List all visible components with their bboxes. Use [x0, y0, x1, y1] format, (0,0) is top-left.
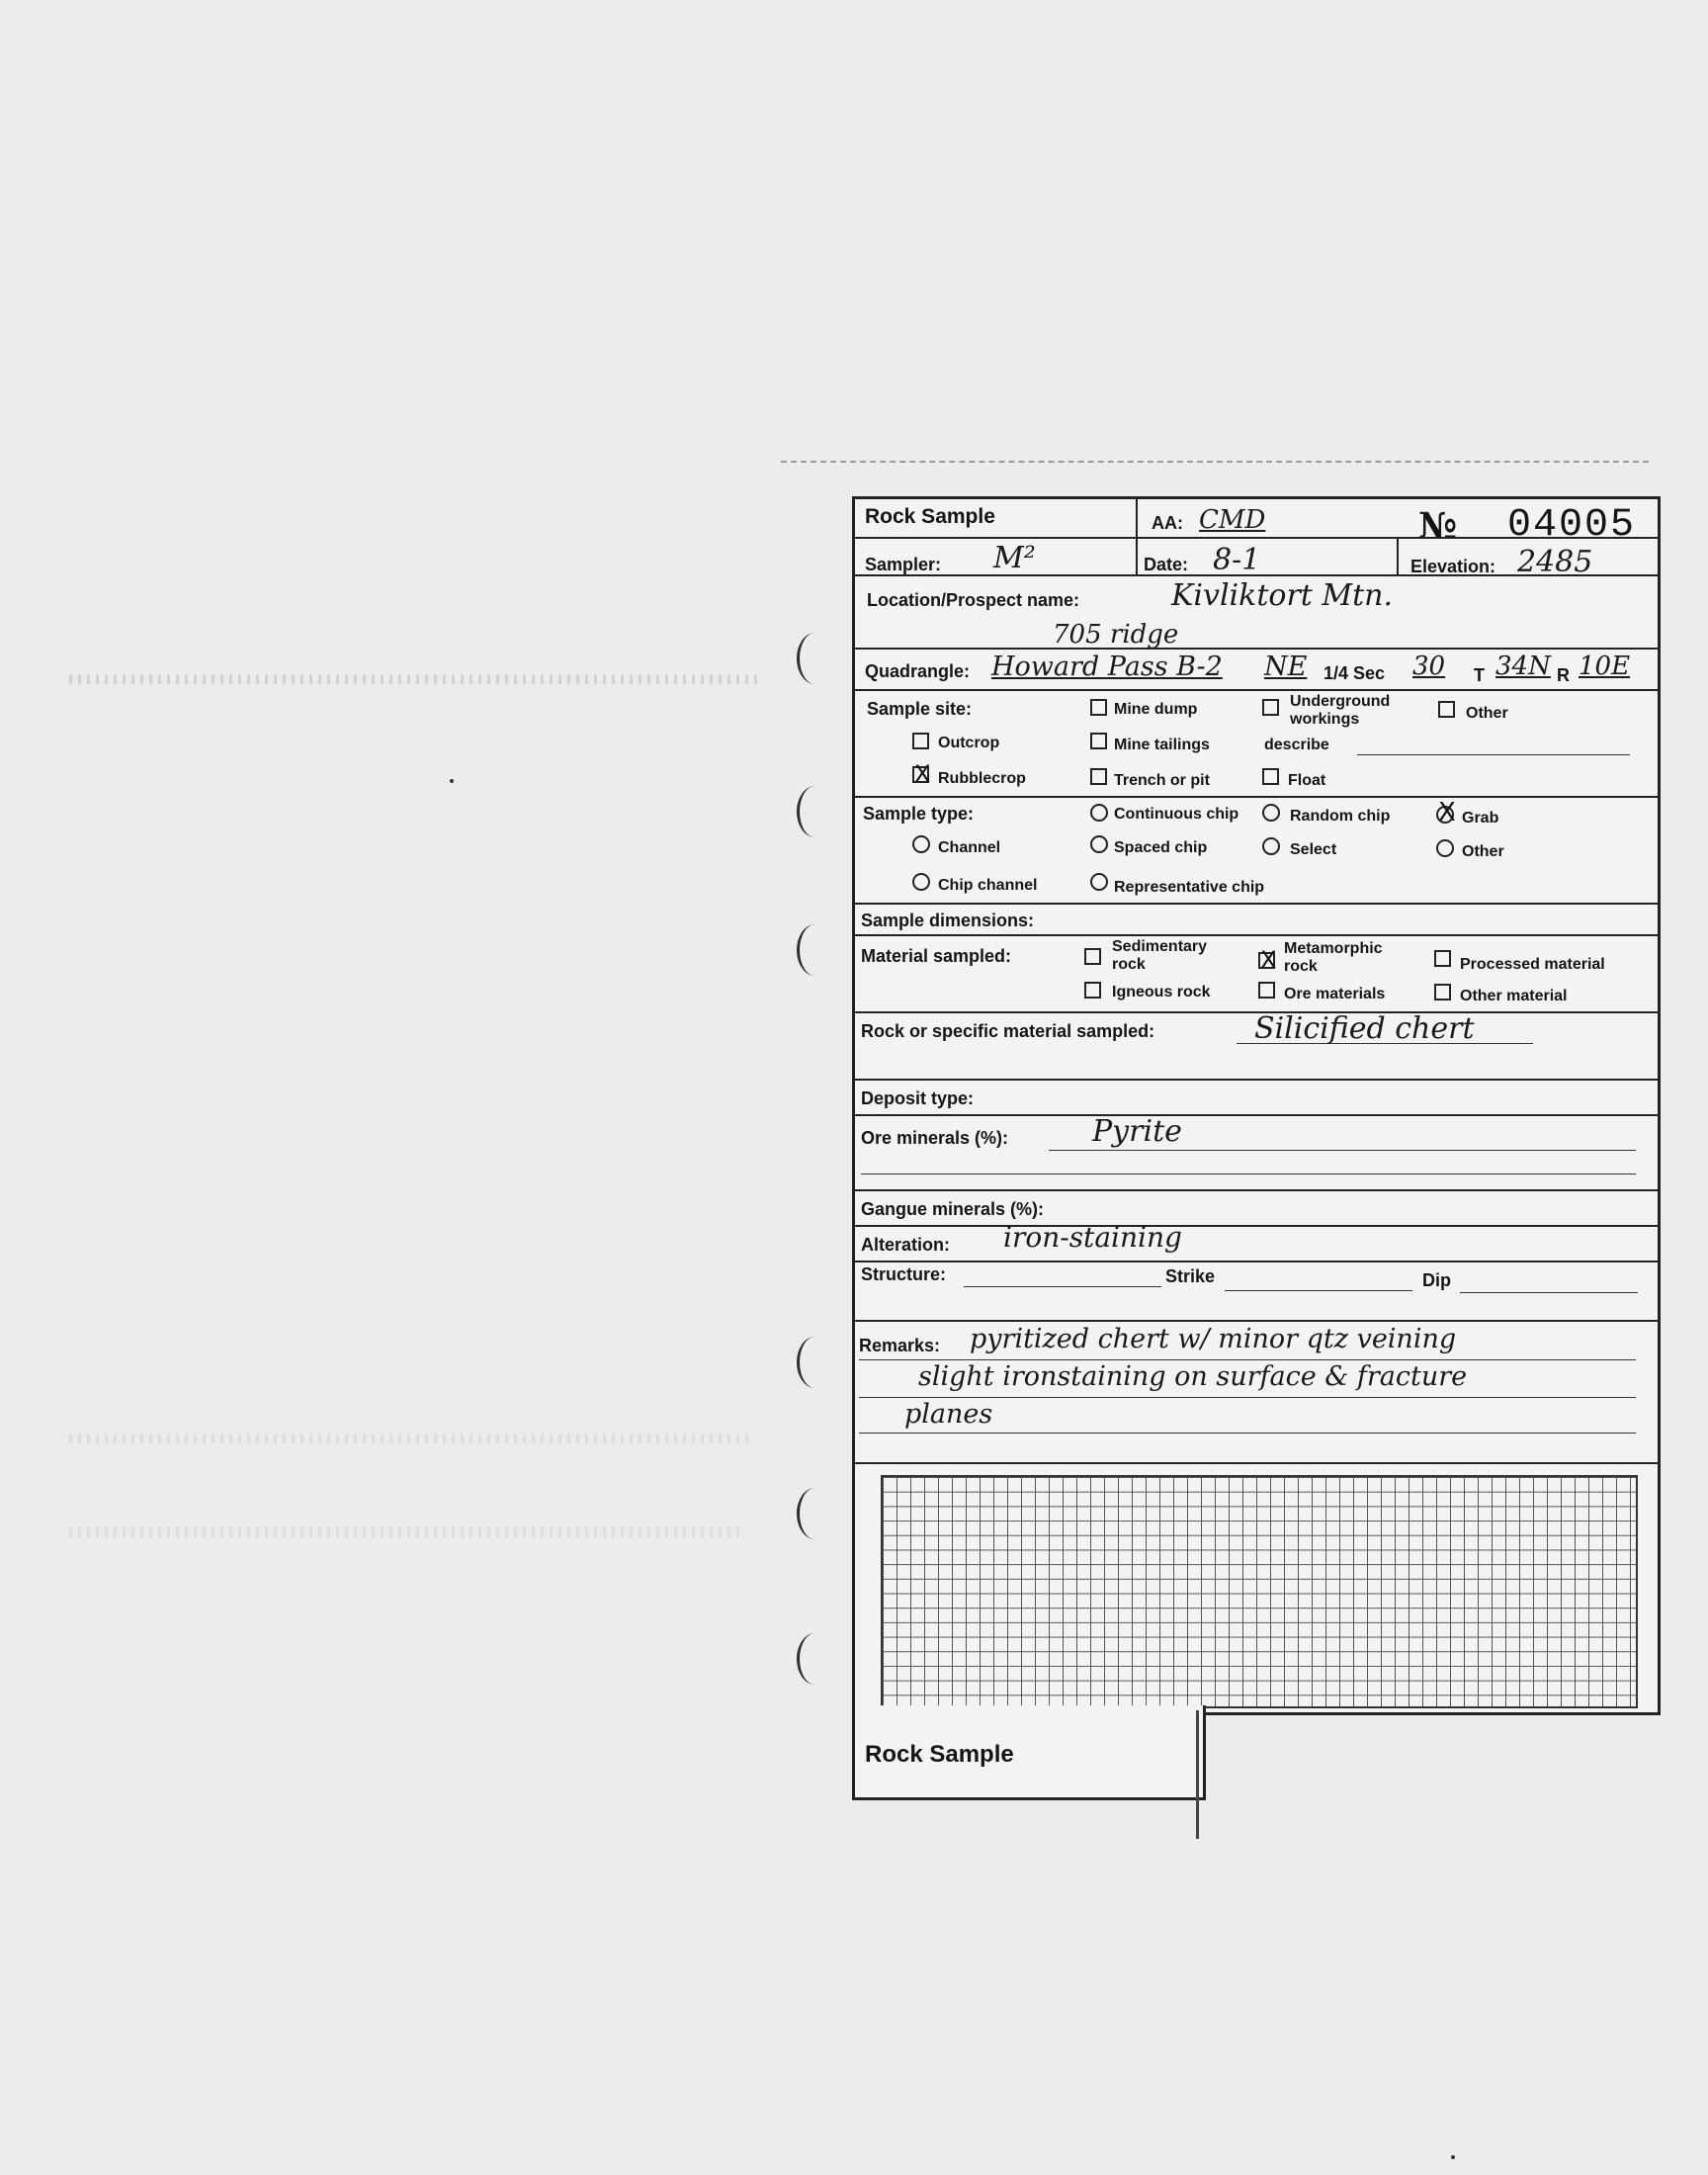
aa-value: CMD: [1199, 505, 1266, 535]
spaced-chip-radio[interactable]: [1090, 835, 1108, 853]
location-label: Location/Prospect name:: [867, 590, 1080, 610]
material-label: Material sampled:: [861, 946, 1012, 966]
site-other-checkbox[interactable]: [1438, 701, 1455, 718]
metamorphic-label: Metamorphic rock: [1284, 940, 1383, 975]
alteration-label: Alteration:: [861, 1235, 950, 1255]
punch-hole: [797, 1633, 833, 1685]
igneous-label: Igneous rock: [1112, 984, 1211, 1000]
sedimentary-label: Sedimentary rock: [1112, 938, 1208, 973]
ore-minerals-label: Ore minerals (%):: [861, 1128, 1009, 1148]
float-label: Float: [1288, 772, 1326, 789]
aa-label: AA:: [1152, 513, 1183, 533]
mine-dump-label: Mine dump: [1114, 701, 1198, 718]
mine-tailings-checkbox[interactable]: [1090, 733, 1107, 749]
random-chip-label: Random chip: [1290, 808, 1391, 825]
sketch-grid[interactable]: [881, 1475, 1638, 1708]
describe-line[interactable]: [1357, 754, 1630, 755]
describe-label: describe: [1264, 737, 1329, 753]
underground-label: Underground workings: [1290, 693, 1391, 728]
ore-materials-checkbox[interactable]: [1258, 982, 1275, 999]
type-other-label: Other: [1462, 843, 1504, 860]
select-radio[interactable]: [1262, 837, 1280, 855]
gangue-minerals-label: Gangue minerals (%):: [861, 1199, 1045, 1219]
quadrangle-label: Quadrangle:: [865, 661, 971, 681]
ore-materials-label: Ore materials: [1284, 986, 1386, 1002]
spaced-chip-label: Spaced chip: [1114, 839, 1208, 856]
dip-label: Dip: [1422, 1270, 1451, 1290]
structure-label: Structure:: [861, 1264, 947, 1284]
punch-hole: [797, 924, 833, 976]
continuous-chip-radio[interactable]: [1090, 804, 1108, 822]
select-label: Select: [1290, 841, 1337, 858]
stub-tear-line: [1196, 1710, 1207, 1839]
elevation-label: Elevation:: [1410, 557, 1496, 576]
alteration-value: iron-staining: [1003, 1221, 1182, 1254]
date-label: Date:: [1144, 555, 1189, 574]
scan-speck: [450, 779, 454, 783]
punch-hole: [797, 1488, 833, 1539]
float-checkbox[interactable]: [1262, 768, 1279, 785]
remarks-label: Remarks:: [859, 1336, 941, 1355]
elevation-value: 2485: [1517, 545, 1593, 579]
random-chip-radio[interactable]: [1262, 804, 1280, 822]
form-title: Rock Sample: [865, 505, 995, 528]
grab-label: Grab: [1462, 810, 1499, 826]
channel-label: Channel: [938, 839, 1001, 856]
rubblecrop-label: Rubblecrop: [938, 770, 1026, 787]
number-symbol: №: [1418, 505, 1458, 547]
deposit-type-label: Deposit type:: [861, 1088, 975, 1108]
other-material-label: Other material: [1460, 988, 1568, 1004]
t-value: 34N: [1495, 652, 1551, 681]
grab-radio[interactable]: X: [1438, 798, 1456, 827]
underground-checkbox[interactable]: [1262, 699, 1279, 716]
scan-dot-band: [69, 674, 761, 684]
date-value: 8-1: [1213, 543, 1261, 577]
serial-number: 04005: [1507, 503, 1637, 548]
ore-minerals-value: Pyrite: [1092, 1114, 1182, 1149]
dimensions-label: Sample dimensions:: [861, 911, 1035, 930]
r-value: 10E: [1579, 652, 1631, 681]
representative-chip-radio[interactable]: [1090, 873, 1108, 891]
representative-chip-label: Representative chip: [1114, 879, 1265, 896]
sampler-value: M²: [993, 541, 1036, 575]
punch-hole: [797, 1337, 833, 1388]
outcrop-label: Outcrop: [938, 735, 1000, 751]
processed-checkbox[interactable]: [1434, 950, 1451, 967]
sampler-label: Sampler:: [865, 555, 942, 574]
sample-type-label: Sample type:: [863, 804, 975, 824]
mine-tailings-label: Mine tailings: [1114, 737, 1210, 753]
scan-speck: [1451, 2155, 1455, 2159]
chip-channel-label: Chip channel: [938, 877, 1038, 894]
remarks-line-3: planes: [904, 1399, 993, 1430]
channel-radio[interactable]: [912, 835, 930, 853]
rock-sample-card: [852, 496, 1661, 1715]
rock-sample-stub: [852, 1705, 1206, 1800]
remarks-line-2: slight ironstaining on surface & fracture: [918, 1361, 1468, 1392]
quarter-label: 1/4 Sec: [1324, 663, 1386, 683]
r-label: R: [1557, 665, 1570, 685]
location-value-2: 705 ridge: [1053, 620, 1179, 650]
remarks-line-1: pyritized chert w/ minor qtz veining: [970, 1324, 1457, 1354]
location-value: Kivliktort Mtn.: [1171, 578, 1394, 613]
punch-hole: [797, 786, 833, 837]
metamorphic-checkbox[interactable]: X: [1260, 946, 1277, 974]
sample-site-label: Sample site:: [867, 699, 973, 719]
chip-channel-radio[interactable]: [912, 873, 930, 891]
trench-checkbox[interactable]: [1090, 768, 1107, 785]
punch-hole: [797, 633, 833, 684]
other-material-checkbox[interactable]: [1434, 984, 1451, 1000]
outcrop-checkbox[interactable]: [912, 733, 929, 749]
site-other-label: Other: [1466, 705, 1508, 722]
scan-dot-band: [69, 1434, 751, 1443]
specific-material-value: Silicified chert: [1254, 1011, 1475, 1046]
continuous-chip-label: Continuous chip: [1114, 806, 1239, 823]
stub-title: Rock Sample: [865, 1741, 1014, 1768]
processed-label: Processed material: [1460, 956, 1605, 973]
mine-dump-checkbox[interactable]: [1090, 699, 1107, 716]
rubblecrop-checkbox[interactable]: X: [914, 760, 931, 788]
quarter-value: NE: [1264, 652, 1308, 682]
trench-label: Trench or pit: [1114, 772, 1210, 789]
scan-edge-line: [781, 461, 1649, 463]
specific-material-label: Rock or specific material sampled:: [861, 1021, 1155, 1041]
igneous-checkbox[interactable]: [1084, 982, 1101, 999]
t-label: T: [1474, 665, 1485, 685]
type-other-radio[interactable]: [1436, 839, 1454, 857]
strike-label: Strike: [1165, 1266, 1216, 1286]
sec-value: 30: [1412, 652, 1446, 681]
quadrangle-value: Howard Pass B-2: [991, 652, 1223, 682]
sedimentary-checkbox[interactable]: [1084, 948, 1101, 965]
scan-dot-band: [69, 1527, 741, 1537]
